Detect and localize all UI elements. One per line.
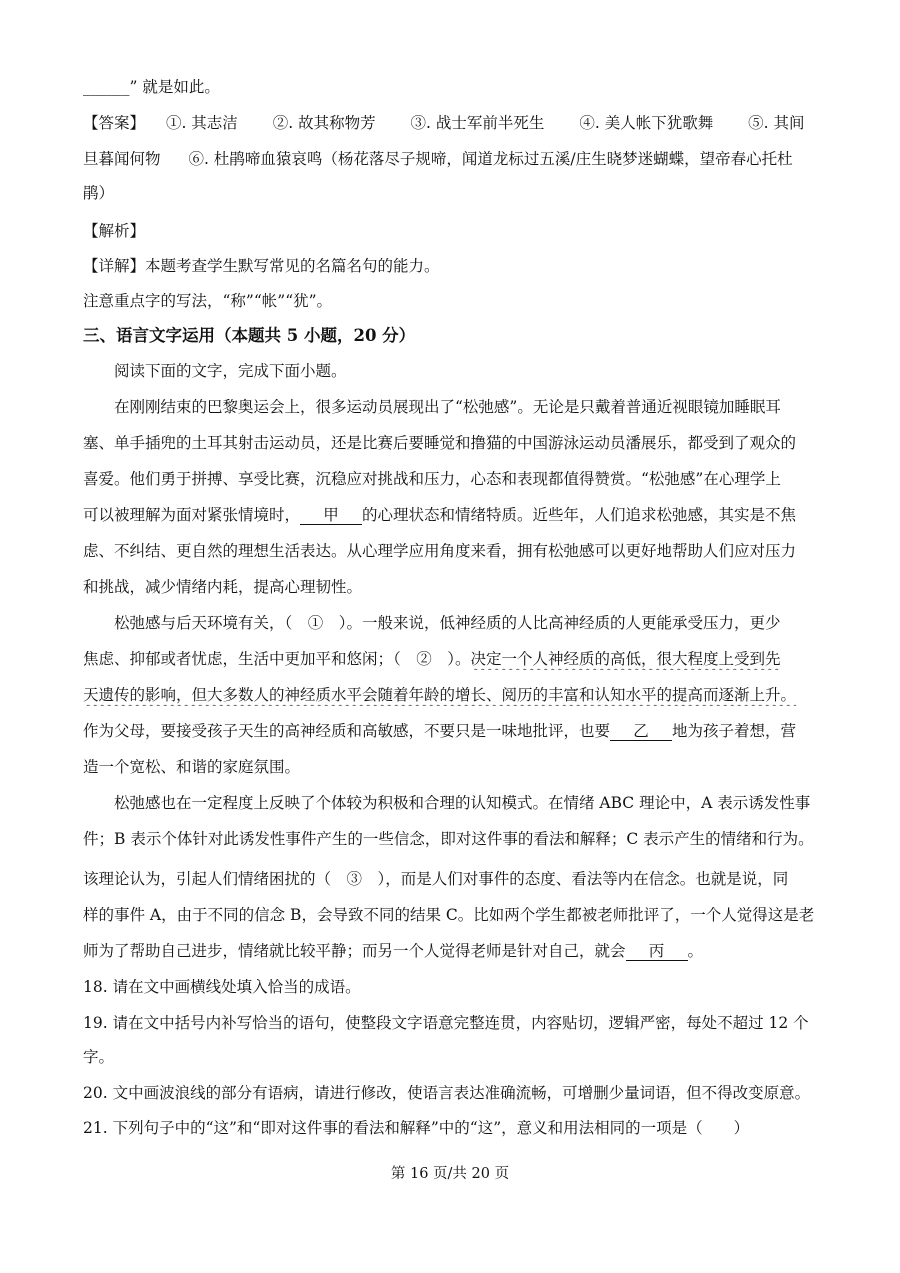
passage-line: 焦虑、抑郁或者忧虑，生活中更加平和悠闲；（ ② ）。决定一个人神经质的高低，很大程度上受到先 [83, 650, 781, 668]
passage-line: 造一个宽松、和谐的家庭氛围。 [83, 758, 301, 776]
passage-line: 和挑战，减少情绪内耗，提高心理韧性。 [83, 578, 363, 596]
blank-line: ______ [83, 78, 130, 96]
section-heading: 三、语言文字运用（本题共 5 小题，20 分） [83, 326, 416, 345]
passage-line: 可以被理解为面对紧张情境时， 甲 的心理状态和情绪特质。近些年，人们追求松弛感，其实是不焦 [83, 506, 797, 524]
passage-line: 虑、不纠结、更自然的理想生活表达。从心理学应用角度来看，拥有松弛感可以更好地帮助人们应对压力 [83, 542, 797, 560]
question-19-cont: 字。 [83, 1048, 115, 1066]
blank-yi: 乙 [610, 722, 672, 741]
writing-note: 注意重点字的写法，“称”“帐”“犹”。 [83, 292, 333, 310]
question-18: 18. 请在文中画横线处填入恰当的成语。 [83, 978, 361, 996]
prev-question-tail: ______” 就是如此。 [83, 78, 220, 96]
wavy-underline-text: 天遗传的影响，但大多数人的神经质水平会随着年龄的增长、阅历的丰富和认知水平的提高而逐渐上升。 [83, 686, 797, 704]
passage-line: 塞、单手插兜的土耳其射击运动员，还是比赛后要睡觉和撸猫的中国游泳运动员潘展乐，都受到了观众的 [83, 434, 797, 452]
passage-line: 该理论认为，引起人们情绪困扰的（ ③ ），而是人们对事件的态度、看法等内在信念。也就是说，同 [83, 870, 789, 888]
page-footer: 第 16 页/共 20 页 [390, 1166, 510, 1182]
reading-instruction: 阅读下面的文字，完成下面小题。 [114, 362, 347, 380]
passage-line [83, 684, 821, 706]
passage-line: 在刚刚结束的巴黎奥运会上，很多运动员展现出了“松弛感”。无论是只戴着普通近视眼镜加睡眠耳 [114, 398, 781, 416]
question-20: 20. 文中画波浪线的部分有语病，请进行修改，使语言表达准确流畅，可增删少量词语，但不得改变原意。 [83, 1084, 811, 1102]
passage-line: 松弛感与后天环境有关，（ ① ）。一般来说，低神经质的人比高神经质的人更能承受压力，更少 [114, 614, 781, 632]
question-21: 21. 下列句子中的“这”和“即对这件事的看法和解释”中的“这”，意义和用法相同的一项是（ ） [83, 1119, 750, 1137]
question-19: 19. 请在文中括号内补写恰当的语句，使整段文字语意完整连贯，内容贴切，逻辑严密，每处不超过 12 个 [83, 1014, 809, 1032]
detail-explanation: 【详解】本题考查学生默写常见的名篇名句的能力。 [83, 257, 440, 275]
blank-bing: 丙 [626, 942, 688, 961]
answer-line: 【答案】 ①. 其志洁 ②. 故其称物芳 ③. 战士军前半死生 ④. 美人帐下犹歌舞 ⑤. 其间 [83, 114, 805, 132]
passage-line: 喜爱。他们勇于拼搏、享受比赛，沉稳应对挑战和压力，心态和表现都值得赞赏。“松弛感”在心理学上 [83, 470, 781, 488]
answer-line-3: 鹃） [83, 184, 115, 202]
passage-line: 师为了帮助自己进步，情绪就比较平静；而另一个人觉得老师是针对自己，就会 丙 。 [83, 942, 704, 960]
wavy-underline-text: 决定一个人神经质的高低，很大程度上受到先 [470, 650, 781, 668]
passage-line: 件；B 表示个体针对此诱发性事件产生的一些信念，即对这件事的看法和解释；C 表示产生的情绪和行为。 [83, 830, 814, 848]
passage-line: 样的事件 A，由于不同的信念 B，会导致不同的结果 C。比如两个学生都被老师批评了，一个人觉得这是老 [83, 906, 815, 924]
passage-line: 松弛感也在一定程度上反映了个体较为积极和合理的认知模式。在情绪 ABC 理论中，A 表示诱发性事 [114, 794, 811, 812]
emphasis-dot-char: 这 [471, 830, 487, 848]
answer-line-2: 旦暮闻何物 ⑥. 杜鹃啼血猿哀鸣（杨花落尽子规啼，闻道龙标过五溪/庄生晓梦迷蝴蝶，望帝春心托杜 [83, 150, 793, 168]
blank-jia: 甲 [300, 506, 362, 525]
analysis-label: 【解析】 [83, 222, 146, 240]
passage-line: 作为父母，要接受孩子天生的高神经质和高敏感，不要只是一味地批评，也要 乙 地为孩子着想，营 [83, 722, 797, 740]
